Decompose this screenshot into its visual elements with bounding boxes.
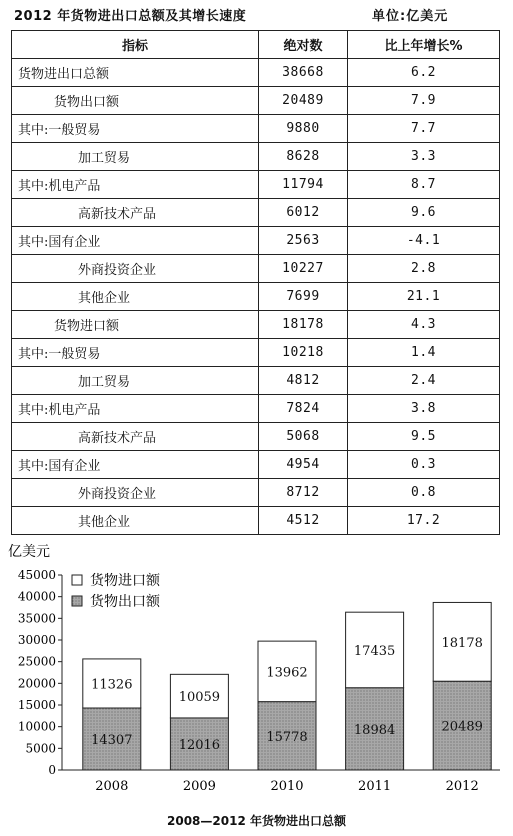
row-growth-value: 3.8 [348,395,500,423]
row-indicator-name: 高新技术产品 [12,423,259,451]
row-absolute-value: 6012 [259,199,348,227]
y-tick-label: 5000 [25,741,56,756]
row-growth-value: -4.1 [348,227,500,255]
legend-swatch-export [72,596,82,606]
row-growth-value: 8.7 [348,171,500,199]
trade-table [11,30,500,535]
table-title: 2012 年货物进出口总额及其增长速度 [14,9,247,24]
table-row [12,171,500,199]
row-absolute-value: 7699 [259,283,348,311]
table-row [12,115,500,143]
table-row [12,227,500,255]
table-row [12,367,500,395]
row-growth-value: 9.5 [348,423,500,451]
row-growth-value: 4.3 [348,311,500,339]
table-row [12,423,500,451]
table-row [12,143,500,171]
table-row [12,339,500,367]
data-label-import: 17435 [353,643,396,659]
chart-caption: 2008—2012 年货物进出口总额 [167,814,346,828]
row-absolute-value: 8628 [259,143,348,171]
y-tick-label: 40000 [17,589,56,604]
row-indicator-name: 其中:国有企业 [12,227,259,255]
data-label-import: 18178 [441,635,483,651]
y-tick-label: 30000 [17,633,56,647]
row-growth-value: 0.8 [348,479,500,507]
row-indicator-name: 货物出口额 [12,87,259,115]
data-label-import: 10059 [178,690,221,706]
row-indicator-name: 其他企业 [12,507,259,535]
data-label-import: 11326 [91,677,133,693]
row-absolute-value: 4954 [259,451,348,479]
table-row [12,395,500,423]
table-row [12,311,500,339]
row-growth-value: 3.3 [348,143,500,171]
row-absolute-value: 5068 [259,423,348,451]
table-row [12,283,500,311]
column-header-indicator: 指标 [12,31,259,59]
table-row [12,451,500,479]
column-header-growth: 比上年增长% [348,31,500,59]
row-indicator-name: 其中:一般贸易 [12,115,259,143]
row-indicator-name: 加工贸易 [12,143,259,171]
row-growth-value: 0.3 [348,451,500,479]
row-absolute-value: 38668 [259,59,348,87]
chart-svg [0,540,513,810]
table-row [12,199,500,227]
row-indicator-name: 加工贸易 [12,367,259,395]
table-row [12,479,500,507]
x-tick-label: 2008 [95,779,129,794]
row-indicator-name: 货物进出口总额 [12,59,259,87]
row-growth-value: 6.2 [348,59,500,87]
data-label-export: 20489 [441,719,483,735]
row-absolute-value: 7824 [259,395,348,423]
table-body [12,59,500,535]
row-indicator-name: 货物进口额 [12,311,259,339]
y-tick-label: 0 [48,763,56,777]
x-tick-label: 2009 [182,779,216,794]
unit-label: 单位:亿美元 [372,9,449,24]
row-indicator-name: 其他企业 [12,283,259,311]
row-absolute-value: 10227 [259,255,348,283]
row-absolute-value: 2563 [259,227,348,255]
stacked-bar-chart [0,540,513,836]
row-growth-value: 17.2 [348,507,500,535]
data-label-import: 13962 [266,665,308,681]
row-indicator-name: 其中:国有企业 [12,451,259,479]
row-indicator-name: 高新技术产品 [12,199,259,227]
legend-swatch-import [72,575,82,585]
row-absolute-value: 20489 [259,87,348,115]
row-growth-value: 2.4 [348,367,500,395]
row-absolute-value: 8712 [259,479,348,507]
y-tick-label: 15000 [17,698,56,712]
row-indicator-name: 外商投资企业 [12,479,259,507]
y-tick-label: 20000 [17,676,56,691]
y-tick-label: 35000 [17,611,56,626]
row-absolute-value: 10218 [259,339,348,367]
row-growth-value: 1.4 [348,339,500,367]
row-absolute-value: 9880 [259,115,348,143]
row-indicator-name: 外商投资企业 [12,255,259,283]
data-label-export: 12016 [178,737,221,753]
column-header-absolute: 绝对数 [259,31,348,59]
legend-label-export: 货物出口额 [90,594,160,610]
legend-label-import: 货物进口额 [90,573,160,589]
row-growth-value: 9.6 [348,199,500,227]
row-absolute-value: 4512 [259,507,348,535]
row-indicator-name: 其中:一般贸易 [12,339,259,367]
x-tick-label: 2010 [270,779,304,794]
row-indicator-name: 其中:机电产品 [12,395,259,423]
row-absolute-value: 18178 [259,311,348,339]
row-growth-value: 7.7 [348,115,500,143]
table-header-row [0,0,513,30]
data-label-export: 14307 [91,733,133,749]
row-growth-value: 21.1 [348,283,500,311]
row-absolute-value: 4812 [259,367,348,395]
y-tick-label: 25000 [17,654,56,669]
row-growth-value: 7.9 [348,87,500,115]
y-axis-label: 亿美元 [8,544,50,560]
x-tick-label: 2011 [358,779,392,794]
y-tick-label: 10000 [17,719,56,734]
row-absolute-value: 11794 [259,171,348,199]
row-growth-value: 2.8 [348,255,500,283]
table-header [12,31,500,59]
table-row [12,87,500,115]
table-row [12,507,500,535]
table-row [12,59,500,87]
x-tick-label: 2012 [445,779,479,794]
data-label-export: 18984 [353,722,396,738]
data-label-export: 15778 [266,729,308,745]
table-row [12,255,500,283]
row-indicator-name: 其中:机电产品 [12,171,259,199]
y-tick-label: 45000 [17,568,56,582]
